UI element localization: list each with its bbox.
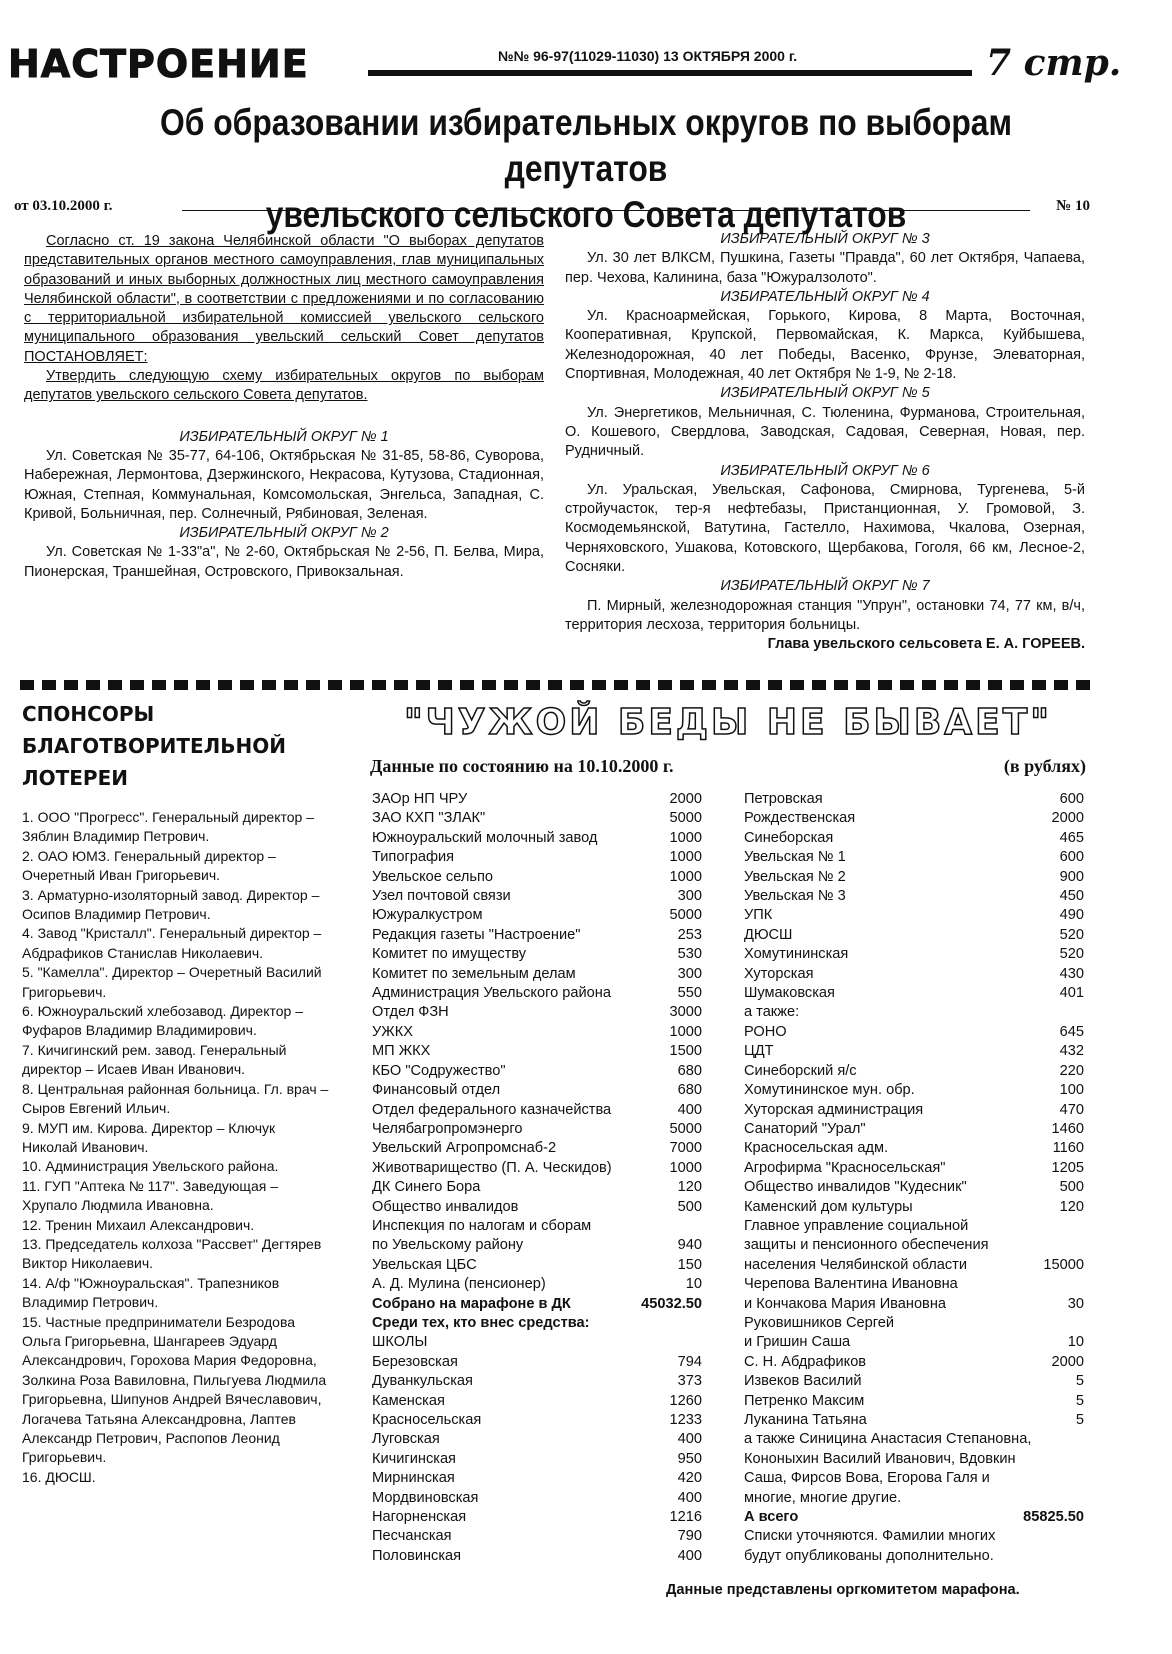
donor-name: Кичигинская: [372, 1450, 456, 1467]
page-number: 7 стр.: [986, 42, 1122, 84]
donor-row: [744, 1508, 1084, 1527]
donor-row: [372, 1295, 702, 1314]
donor-row: [372, 926, 702, 945]
donor-name: Увельская № 2: [744, 868, 846, 885]
donor-name: Синеборская: [744, 829, 834, 846]
fund-status: Данные по состоянию на 10.10.2000 г.: [370, 756, 674, 776]
donor-name: ДК Синего Бора: [372, 1179, 481, 1196]
donor-row: [744, 868, 1084, 887]
donor-name: Редакция газеты "Настроение": [372, 926, 581, 943]
donor-name: УЖКХ: [372, 1023, 413, 1040]
donor-name: Мордвиновская: [372, 1489, 479, 1506]
article-intro: Согласно ст. 19 закона Челябинской области "О выборах депутатов представительных органов местного самоуправления, глав муниципальных образований и иных выборных должностных лиц местного самоуправления Челябинской области", в соответствии с предложениями и по согласованию с территориальной избирательной комиссией увельского сельского муниципального образования увельский сельский Совет депутатов ПОСТАНОВЛЯЕТ:: [24, 233, 544, 365]
donor-row: [372, 1139, 702, 1158]
donor-amount: 465: [1059, 829, 1084, 846]
donor-amount: 600: [1059, 791, 1084, 807]
donor-amount: [1034, 1430, 1084, 1508]
donor-row: [744, 1159, 1084, 1178]
donor-amount: 500: [677, 1198, 702, 1215]
donor-amount: 400: [677, 1101, 702, 1118]
donor-row: [744, 1139, 1084, 1158]
donor-amount: 300: [677, 888, 702, 905]
donor-amount: 1260: [669, 1392, 702, 1409]
donor-row: [744, 984, 1084, 1003]
donor-row: [372, 1430, 702, 1449]
dateline-rule: [182, 210, 1030, 211]
donor-name: ЦДТ: [744, 1043, 774, 1060]
donor-row: [372, 1372, 702, 1391]
donor-amount: 2000: [1051, 1353, 1084, 1370]
donor-name: Половинская: [372, 1547, 462, 1564]
donor-row: [744, 1314, 1084, 1333]
resolution-number: № 10: [1056, 198, 1090, 214]
donor-name: МП ЖКХ: [372, 1043, 431, 1060]
resolution-date: от 03.10.2000 г.: [14, 198, 113, 214]
district-text: Ул. Советская № 1-33"а", № 2-60, Октябрьская № 2-56, П. Белва, Мира, Пионерская, Траншейная, Островского, Привокзальная.: [24, 544, 544, 580]
donor-amount: 1000: [669, 849, 702, 866]
donor-amount: 550: [677, 985, 702, 1002]
donor-name: Агрофирма "Красносельская": [744, 1159, 946, 1176]
donor-amount: 5: [1075, 1392, 1084, 1409]
sponsor-item: 7. Кичигинский рем. завод. Генеральный директор – Исаев Иван Иванович.: [22, 1041, 287, 1078]
donor-name: ЗАО КХП "ЗЛАК": [372, 810, 486, 827]
donor-row: [372, 945, 702, 964]
donor-row: [372, 1275, 702, 1294]
donor-name: Животварищество (П. А. Ческидов): [372, 1159, 612, 1176]
article-right-column: [565, 230, 1085, 655]
donor-name: Отдел ФЗН: [372, 1004, 449, 1021]
donor-row: [744, 1178, 1084, 1197]
donor-amount: 1000: [669, 829, 702, 846]
donor-amount: [652, 1314, 702, 1333]
donor-row: [372, 868, 702, 887]
donor-name: а также Синицина Анастасия Степановна, Кононыхин Василий Иванович, Вдовкин Саша, Фирсов Вова, Егорова Галя и многие, многие другие.: [744, 1431, 1032, 1506]
donor-name: Красносельская адм.: [744, 1140, 889, 1157]
fund-title: "ЧУЖОЙ БЕДЫ НЕ БЫВАЕТ": [403, 702, 1053, 743]
district-text: Ул. Советская № 35-77, 64-106, Октябрьская № 31-85, 58-86, Суворова, Набережная, Лермонтова, Дзержинского, Некрасова, Кутузова, Стадионная, Южная, Степная, Коммунальная, Комсомольская, Энгельса, Западная, С. Кривой, Больничная, пер. Солнечный, Рябиновая, Зеленая.: [24, 447, 544, 522]
donor-amount: 120: [1059, 1198, 1084, 1215]
donor-row: [744, 790, 1084, 809]
donor-amount: 420: [677, 1470, 702, 1487]
donor-amount: 1460: [1051, 1120, 1084, 1137]
donor-row: [744, 906, 1084, 925]
donor-name: ШКОЛЫ: [372, 1334, 428, 1351]
donor-name: Руковишников Сергей: [744, 1314, 895, 1331]
donor-amount: 2000: [669, 791, 702, 807]
donor-amount: 100: [1059, 1082, 1084, 1099]
donor-amount: 30: [1067, 1295, 1084, 1312]
donor-amount: 400: [677, 1547, 702, 1564]
donor-name: Комитет по имуществу: [372, 946, 527, 963]
donor-name: Дуванкульская: [372, 1373, 473, 1390]
donor-amount: 7000: [669, 1140, 702, 1157]
donor-name: Типография: [372, 849, 455, 866]
donor-row: [744, 1275, 1084, 1294]
donor-amount: 530: [677, 946, 702, 963]
sponsor-item: 3. Арматурно-изоляторный завод. Директор – Осипов Владимир Петрович.: [22, 886, 320, 923]
donor-row: [372, 1081, 702, 1100]
donor-name: Увельское сельпо: [372, 868, 493, 885]
donor-amount: 220: [1059, 1062, 1084, 1079]
donor-amount: 680: [677, 1082, 702, 1099]
donor-row: [744, 1411, 1084, 1430]
donor-name: населения Челябинской области: [744, 1256, 968, 1273]
sponsors-heading: [22, 698, 332, 794]
donor-row: [372, 790, 702, 809]
sponsor-item: 10. Администрация Увельского района.: [22, 1158, 279, 1175]
donor-name: Луговская: [372, 1431, 440, 1448]
donor-amount: 794: [677, 1353, 702, 1370]
district-title: ИЗБИРАТЕЛЬНЫЙ ОКРУГ № 3: [720, 231, 930, 247]
donor-name: ЗАОр НП ЧРУ: [372, 791, 468, 807]
donor-name: Узел почтовой связи: [372, 888, 511, 905]
donor-row: [744, 1527, 1084, 1566]
donor-name: КБО "Содружество": [372, 1062, 506, 1079]
donor-row: [744, 1198, 1084, 1217]
donor-row: [372, 1508, 702, 1527]
donor-row: [744, 1372, 1084, 1391]
donor-amount: 400: [677, 1431, 702, 1448]
donor-row: [372, 1159, 702, 1178]
donor-amount: 490: [1059, 907, 1084, 924]
donor-row: [744, 1392, 1084, 1411]
donor-name: Общество инвалидов: [372, 1198, 519, 1215]
donor-row: [744, 1062, 1084, 1081]
donor-name: ДЮСШ: [744, 926, 793, 943]
sponsors-heading-line: БЛАГОТВОРИТЕЛЬНОЙ: [22, 734, 287, 758]
donor-amount: 790: [677, 1528, 702, 1545]
district-text: Ул. 30 лет ВЛКСМ, Пушкина, Газеты "Правда", 60 лет Октября, Чапаева, пер. Чехова, Калинина, база "Южуралзолото".: [565, 250, 1085, 286]
donor-name: А. Д. Мулина (пенсионер): [372, 1276, 546, 1293]
donor-amount: 950: [677, 1450, 702, 1467]
issue-info: №№ 96-97(11029-11030) 13 ОКТЯБРЯ 2000 г.: [498, 48, 798, 64]
donor-row: [372, 809, 702, 828]
donor-amount: 500: [1059, 1179, 1084, 1196]
donor-amount: [1034, 1217, 1084, 1236]
fund-units: (в рублях): [1003, 756, 1086, 776]
sponsor-item: 13. Председатель колхоза "Рассвет" Дегтярев Виктор Николаевич.: [22, 1235, 322, 1272]
donor-name: Красносельская: [372, 1412, 482, 1428]
donor-name: и Кончакова Мария Ивановна: [744, 1295, 946, 1312]
donor-amount: [1034, 1314, 1084, 1333]
donor-amount: 120: [677, 1179, 702, 1196]
donor-amount: [1034, 1275, 1084, 1294]
donor-amount: [652, 1217, 702, 1236]
donor-name: УПК: [744, 907, 773, 924]
sponsor-item: 9. МУП им. Кирова. Директор – Ключук Николай Иванович.: [22, 1119, 276, 1155]
sponsors-section: [22, 698, 332, 1487]
district-text: Ул. Уральская, Увельская, Сафонова, Смирнова, Тургенева, 5-й стройучасток, тер-я нефтебазы, Пристанционная, У. Громовой, З. Космодемьянской, Ватутина, Гастелло, Нахимова, Чкалова, Озерная, Черняховского, Ушакова, Котовского, Щербакова, Гоголя, 66 км, Лесное-2, Сосняки.: [565, 481, 1085, 576]
donor-row: [372, 1527, 702, 1546]
sponsors-list: [22, 808, 332, 1487]
donors-list-right: [744, 790, 1084, 1566]
donor-amount: 150: [677, 1256, 702, 1273]
donor-row: [372, 1411, 702, 1430]
donor-row: [372, 1101, 702, 1120]
donor-amount: 3000: [669, 1004, 702, 1021]
district-title: ИЗБИРАТЕЛЬНЫЙ ОКРУГ № 5: [720, 385, 930, 402]
fund-title-box: [370, 702, 1086, 743]
donor-row: [372, 887, 702, 906]
masthead: [0, 38, 1172, 88]
donor-row: [744, 1023, 1084, 1042]
donor-row: [372, 1023, 702, 1042]
donor-row: [744, 1236, 1084, 1255]
donor-name: Синеборский я/с: [744, 1062, 857, 1079]
donor-name: Шумаковская: [744, 985, 835, 1002]
donor-amount: 1233: [669, 1412, 702, 1428]
donor-amount: 1205: [1051, 1159, 1084, 1176]
donor-name: Санаторий "Урал": [744, 1120, 866, 1137]
donor-row: [372, 984, 702, 1003]
donor-amount: 401: [1059, 985, 1084, 1002]
donor-amount: 5: [1075, 1373, 1084, 1390]
donor-row: [744, 1333, 1084, 1352]
donor-name: Южуралкустром: [372, 907, 483, 924]
donor-name: Рождественская: [744, 810, 856, 827]
donor-name: Отдел федерального казначейства: [372, 1101, 612, 1118]
donor-row: [744, 1003, 1084, 1022]
donor-amount: 1160: [1052, 1140, 1084, 1157]
donor-name: Собрано на марафоне в ДК: [372, 1295, 571, 1312]
donor-amount: 45032.50: [641, 1295, 702, 1312]
donor-amount: 520: [1059, 926, 1084, 943]
donor-name: Хомутининская: [744, 946, 849, 963]
donor-amount: 940: [677, 1237, 702, 1254]
district-title: ИЗБИРАТЕЛЬНЫЙ ОКРУГ № 1: [179, 428, 389, 445]
donor-name: Южноуральский молочный завод: [372, 829, 598, 846]
donor-name: Главное управление социальной: [744, 1217, 969, 1234]
sponsor-item: 8. Центральная районная больница. Гл. врач – Сыров Евгений Ильич.: [22, 1080, 329, 1117]
donor-row: [372, 965, 702, 984]
district-text: П. Мирный, железнодорожная станция "Упрун", остановки 74, 77 км, в/ч, территория лесхоза, территория больницы.: [565, 597, 1085, 633]
donor-name: Каменский дом культуры: [744, 1198, 913, 1215]
sponsor-item: 15. Частные предприниматели Безродова Ольга Григорьевна, Шангареев Эдуард Александрович, Горохова Мария Федоровна, Золкина Роза Вавиловна, Пильгуева Людмила Григорьевна, Шипунов Андрей Вячеславович, Логачева Татьяна Александровна, Лаптев Александр Петрович, Распопов Леонид Григорьевич.: [22, 1313, 327, 1466]
sponsor-item: 4. Завод "Кристалл". Генеральный директор – Абдрафиков Станислав Николаевич.: [22, 925, 322, 961]
sponsor-item: 16. ДЮСШ.: [22, 1468, 96, 1485]
donor-row: [744, 1430, 1084, 1508]
donor-row: [744, 1101, 1084, 1120]
donor-row: [372, 1236, 702, 1255]
donor-name: Хуторская: [744, 965, 814, 982]
donor-amount: 900: [1059, 868, 1084, 885]
donor-row: [372, 1062, 702, 1081]
donor-row: [372, 1042, 702, 1061]
donor-name: Администрация Увельского района: [372, 985, 611, 1002]
donor-amount: 15000: [1043, 1256, 1084, 1273]
donor-amount: 430: [1059, 965, 1084, 982]
donor-amount: 680: [677, 1062, 702, 1079]
donor-row: [372, 1489, 702, 1508]
donor-name: Увельская № 1: [744, 849, 846, 866]
district-title: ИЗБИРАТЕЛЬНЫЙ ОКРУГ № 6: [720, 462, 930, 479]
donor-amount: 1000: [669, 1159, 702, 1176]
donor-name: Черепова Валентина Ивановна: [744, 1276, 958, 1293]
headline-line-2: увельского сельского Совета депутатов: [265, 194, 907, 235]
donor-name: Челябагропромэнерго: [372, 1120, 523, 1137]
donor-row: [372, 1003, 702, 1022]
donor-row: [744, 965, 1084, 984]
donor-amount: 300: [677, 965, 702, 982]
sponsor-item: 12. Тренин Михаил Александрович.: [22, 1216, 255, 1233]
donor-amount: 5: [1075, 1412, 1084, 1428]
donor-amount: 600: [1059, 849, 1084, 866]
donor-amount: 253: [677, 926, 702, 943]
donor-row: [372, 1392, 702, 1411]
donor-name: Каменская: [372, 1392, 445, 1409]
sponsor-item: 6. Южноуральский хлебозавод. Директор – Фуфаров Владимир Владимирович.: [22, 1003, 303, 1039]
section-divider: [20, 680, 1090, 690]
dateline: [10, 198, 1090, 218]
donor-row: [372, 848, 702, 867]
donor-name: С. Н. Абдрафиков: [744, 1353, 867, 1370]
donor-amount: [1034, 1527, 1084, 1566]
donor-amount: 645: [1059, 1023, 1084, 1040]
donor-amount: [1034, 1236, 1084, 1255]
donor-amount: 5000: [669, 907, 702, 924]
donor-row: [372, 1353, 702, 1372]
donor-row: [744, 848, 1084, 867]
donor-name: Хомутининское мун. обр.: [744, 1082, 915, 1099]
donor-name: Петровская: [744, 791, 823, 807]
donor-name: Увельский Агропромснаб-2: [372, 1140, 557, 1157]
donor-row: [744, 1081, 1084, 1100]
donor-name: Увельская ЦБС: [372, 1256, 477, 1273]
article-left-column: [24, 232, 544, 582]
donor-name: А всего: [744, 1509, 799, 1526]
donor-amount: 1000: [669, 868, 702, 885]
donor-name: Среди тех, кто внес средства:: [372, 1314, 590, 1331]
fund-footer: Данные представлены оргкомитетом марафона.: [666, 1582, 1020, 1598]
donor-name: Инспекция по налогам и сборам: [372, 1217, 592, 1234]
donor-row: [372, 1469, 702, 1488]
donors-list-left: [372, 790, 702, 1566]
donor-row: [372, 1217, 702, 1236]
donor-amount: 5000: [669, 1120, 702, 1137]
donor-amount: 10: [1067, 1334, 1084, 1351]
donor-row: [372, 1198, 702, 1217]
donor-amount: 520: [1059, 946, 1084, 963]
donor-name: а также:: [744, 1004, 800, 1021]
headline-line-1: Об образовании избирательных округов по выборам депутатов: [159, 102, 1013, 189]
donor-name: Финансовый отдел: [372, 1082, 501, 1099]
donor-row: [744, 1042, 1084, 1061]
donor-row: [744, 1120, 1084, 1139]
donor-name: Извеков Василий: [744, 1373, 862, 1390]
district-title: ИЗБИРАТЕЛЬНЫЙ ОКРУГ № 2: [179, 525, 389, 542]
sponsors-heading-line: СПОНСОРЫ: [22, 702, 155, 726]
donor-row: [744, 926, 1084, 945]
masthead-rule: [368, 70, 972, 76]
district-text: Ул. Энергетиков, Мельничная, С. Тюленина, Фурманова, Строительная, О. Кошевого, Свердлова, Заводская, Садовая, Северная, Новая, пер. Рудничный.: [565, 404, 1085, 460]
donor-amount: 432: [1059, 1043, 1084, 1060]
donor-row: [372, 1333, 702, 1352]
sponsor-item: 11. ГУП "Аптека № 117". Заведующая – Хрупало Людмила Ивановна.: [22, 1177, 278, 1214]
donor-name: защиты и пенсионного обеспечения: [744, 1237, 989, 1254]
donor-name: Увельская № 3: [744, 888, 846, 905]
district-text: Ул. Красноармейская, Горького, Кирова, 8 Марта, Восточная, Кооперативная, Крупской, Первомайская, К. Маркса, Куйбышева, Железнодорожная, 40 лет Победы, Васенко, Фрунзе, Элеваторная, Спортивная, Молодежная, 40 лет Октября № 1-9, № 2-18.: [565, 308, 1085, 383]
donor-row: [372, 1178, 702, 1197]
donor-amount: 373: [677, 1373, 702, 1390]
sponsor-item: 2. ОАО ЮМЗ. Генеральный директор – Очеретный Иван Григорьевич.: [22, 847, 276, 884]
sponsor-item: 14. А/ф "Южноуральская". Трапезников Владимир Петрович.: [22, 1274, 280, 1311]
district-title: ИЗБИРАТЕЛЬНЫЙ ОКРУГ № 7: [720, 578, 930, 595]
donor-row: [372, 1120, 702, 1139]
donor-name: Песчанская: [372, 1528, 452, 1545]
donor-row: [744, 1295, 1084, 1314]
donor-name: РОНО: [744, 1023, 787, 1040]
donor-name: и Гришин Саша: [744, 1334, 851, 1351]
article-resolve: Утвердить следующую схему избирательных округов по выборам депутатов увельского сельского Совета депутатов.: [24, 368, 544, 404]
donor-name: Хуторская администрация: [744, 1101, 924, 1118]
donor-amount: [652, 1333, 702, 1352]
donor-row: [744, 829, 1084, 848]
donor-amount: 450: [1059, 888, 1084, 905]
donor-amount: 1500: [669, 1043, 702, 1060]
donor-row: [744, 1217, 1084, 1236]
donor-amount: 85825.50: [1023, 1509, 1084, 1526]
donor-row: [372, 906, 702, 925]
donor-name: Петренко Максим: [744, 1392, 865, 1409]
donor-row: [372, 829, 702, 848]
signature: Глава увельского сельсовета Е. А. ГОРЕЕВ.: [767, 636, 1085, 653]
sponsor-item: 5. "Камелла". Директор – Очеретный Василий Григорьевич.: [22, 964, 322, 1000]
donor-row: [744, 1256, 1084, 1275]
sponsors-heading-line: ЛОТЕРЕИ: [22, 766, 128, 790]
donor-row: [372, 1450, 702, 1469]
fund-subheading: [370, 756, 1086, 777]
donor-name: по Увельскому району: [372, 1237, 524, 1254]
donor-amount: 470: [1059, 1101, 1084, 1118]
donor-name: Нагорненская: [372, 1509, 467, 1526]
sponsor-item: 1. ООО "Прогресс". Генеральный директор – Зяблин Владимир Петрович.: [22, 809, 314, 845]
donor-amount: 400: [677, 1489, 702, 1506]
donor-row: [744, 945, 1084, 964]
donor-name: Списки уточняются. Фамилии многих будут опубликованы дополнительно.: [744, 1528, 996, 1564]
donor-row: [372, 1256, 702, 1275]
donor-name: Березовская: [372, 1353, 458, 1370]
donor-name: Луканина Татьяна: [744, 1412, 867, 1428]
donor-amount: 10: [685, 1276, 702, 1293]
donor-row: [372, 1547, 702, 1566]
district-title: ИЗБИРАТЕЛЬНЫЙ ОКРУГ № 4: [720, 288, 930, 305]
donor-name: Комитет по земельным делам: [372, 965, 576, 982]
donor-amount: 1000: [669, 1023, 702, 1040]
donor-amount: 5000: [669, 810, 702, 827]
donor-row: [744, 1353, 1084, 1372]
donor-name: Общество инвалидов "Кудесник": [744, 1179, 967, 1196]
donor-amount: 2000: [1051, 810, 1084, 827]
donor-amount: [1034, 1003, 1084, 1022]
donor-row: [744, 809, 1084, 828]
donor-name: Мирнинская: [372, 1470, 455, 1487]
newspaper-title: НАСТРОЕНИЕ: [8, 42, 309, 86]
donor-row: [372, 1314, 702, 1333]
donor-row: [744, 887, 1084, 906]
donor-amount: 1216: [669, 1509, 702, 1526]
